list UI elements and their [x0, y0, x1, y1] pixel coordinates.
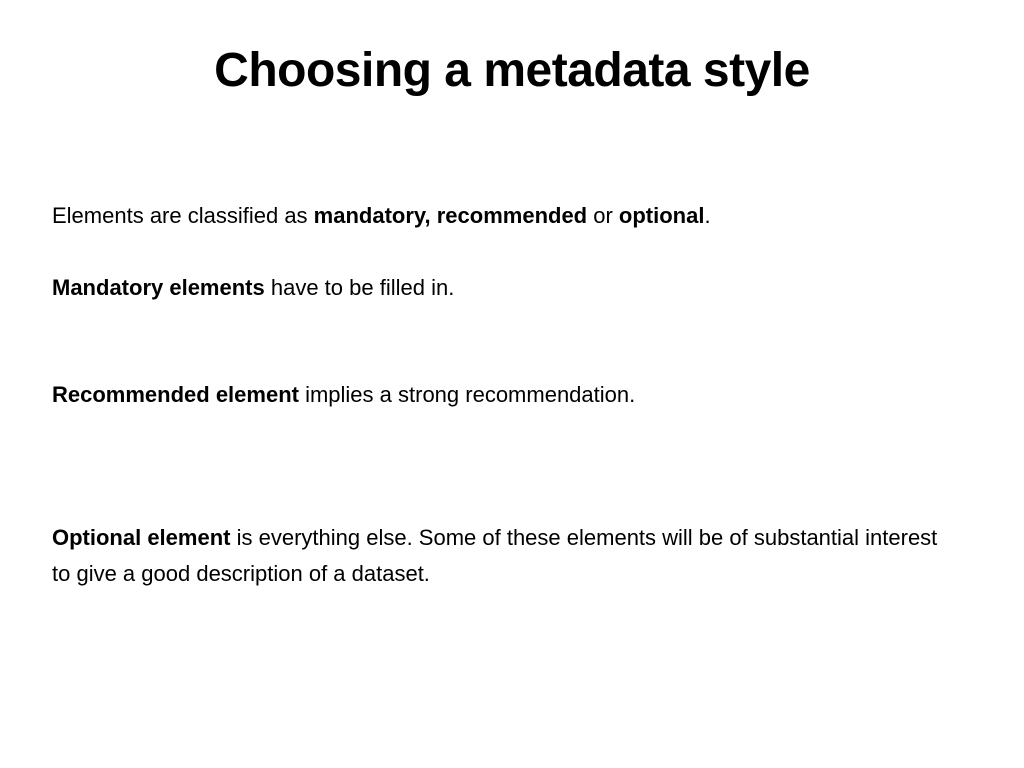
slide-title: Choosing a metadata style: [214, 44, 810, 97]
optional-paragraph: [52, 520, 952, 592]
mandatory-paragraph: [52, 270, 952, 306]
recommended-description: implies a strong recommendation.: [298, 382, 636, 407]
mandatory-description: have to be filled in.: [264, 275, 455, 300]
optional-description: is everything else. Some of these elements will be of substantial interest to give a good description of a dataset.: [52, 525, 938, 586]
classification-text-start: Elements are classified as: [52, 203, 314, 228]
classification-bold-categories: mandatory, recommended: [313, 203, 588, 228]
classification-text-or: or: [587, 203, 619, 228]
classification-text-end: .: [704, 203, 711, 228]
recommended-term: Recommended element: [52, 382, 299, 407]
recommended-paragraph: [52, 377, 952, 413]
classification-bold-optional: optional: [618, 203, 705, 228]
mandatory-term: Mandatory elements: [52, 275, 265, 300]
optional-term: Optional element: [52, 525, 231, 550]
classification-paragraph: [52, 198, 952, 234]
